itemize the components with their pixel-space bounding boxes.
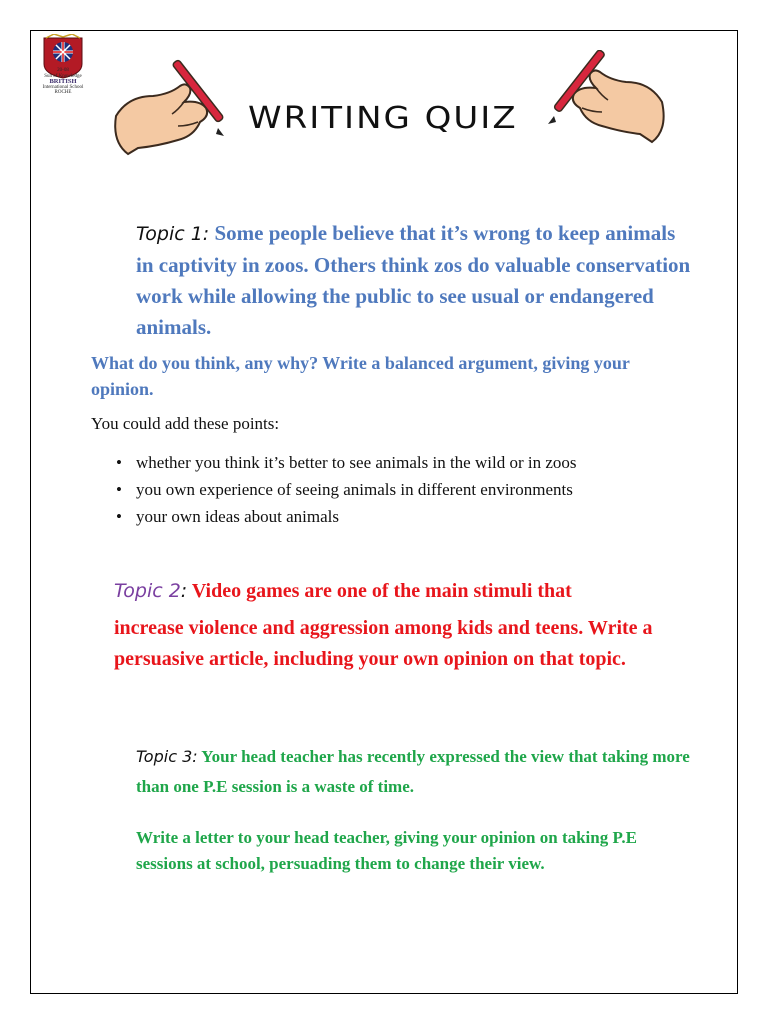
page-title: WRITING QUIZ — [248, 100, 518, 136]
topic1-points-intro: You could add these points: — [91, 414, 280, 433]
topic1-text-line1: Some people believe that it’s wrong to keep — [214, 221, 600, 245]
topic1-points-list — [116, 452, 577, 533]
logo-line1: 20-08 — [57, 68, 69, 73]
topic1-colon: : — [202, 223, 210, 245]
list-item: • your own ideas about animals — [116, 506, 577, 533]
topic1-question: What do you think, any why? Write a balanced argument, giving your opinion. — [91, 353, 630, 399]
topic3-text-line1: Your head teacher has recently expressed the view — [201, 747, 565, 766]
logo-brand: BRITISH — [49, 78, 77, 85]
hand-writing-left-icon — [108, 56, 233, 156]
topic3-text-line2: that taking more than one P.E session is a waste of time. — [136, 747, 690, 796]
topic3-task: Write a letter to your head teacher, giving your opinion on taking P.E sessions at school, persuading them to change their view. — [136, 828, 637, 873]
topic1-text-rest: animals in captivity in zoos. Others think zos do valuable conservation work while allowing the public to see usual or endangered animals. — [136, 221, 691, 339]
topic3-block — [136, 742, 696, 802]
logo-line4: International School — [42, 84, 84, 90]
logo-line2: Sun of Knowledge — [44, 73, 82, 79]
topic2-text-line1: Video games are one of the main stimuli that — [191, 580, 572, 602]
list-item: • you own experience of seeing animals in different environments — [116, 479, 577, 506]
topic2-first-line — [114, 576, 694, 607]
topic2-label: Topic 2 — [114, 580, 181, 602]
topic1-label: Topic 1 — [136, 223, 203, 245]
hand-writing-right-icon — [540, 50, 670, 150]
topic2-text-rest: increase violence and aggression among kids and teens. Write a persuasive article, including your own opinion on that topic. — [114, 617, 653, 670]
topic2-block — [114, 576, 694, 675]
topic1-block — [136, 218, 696, 343]
school-crest-text — [38, 68, 88, 96]
topic2-colon: : — [180, 580, 188, 602]
list-item: • whether you think it’s better to see animals in the wild or in zoos — [116, 452, 577, 479]
logo-line5: ROCHE — [54, 90, 72, 95]
topic3-label: Topic 3: — [136, 747, 198, 766]
